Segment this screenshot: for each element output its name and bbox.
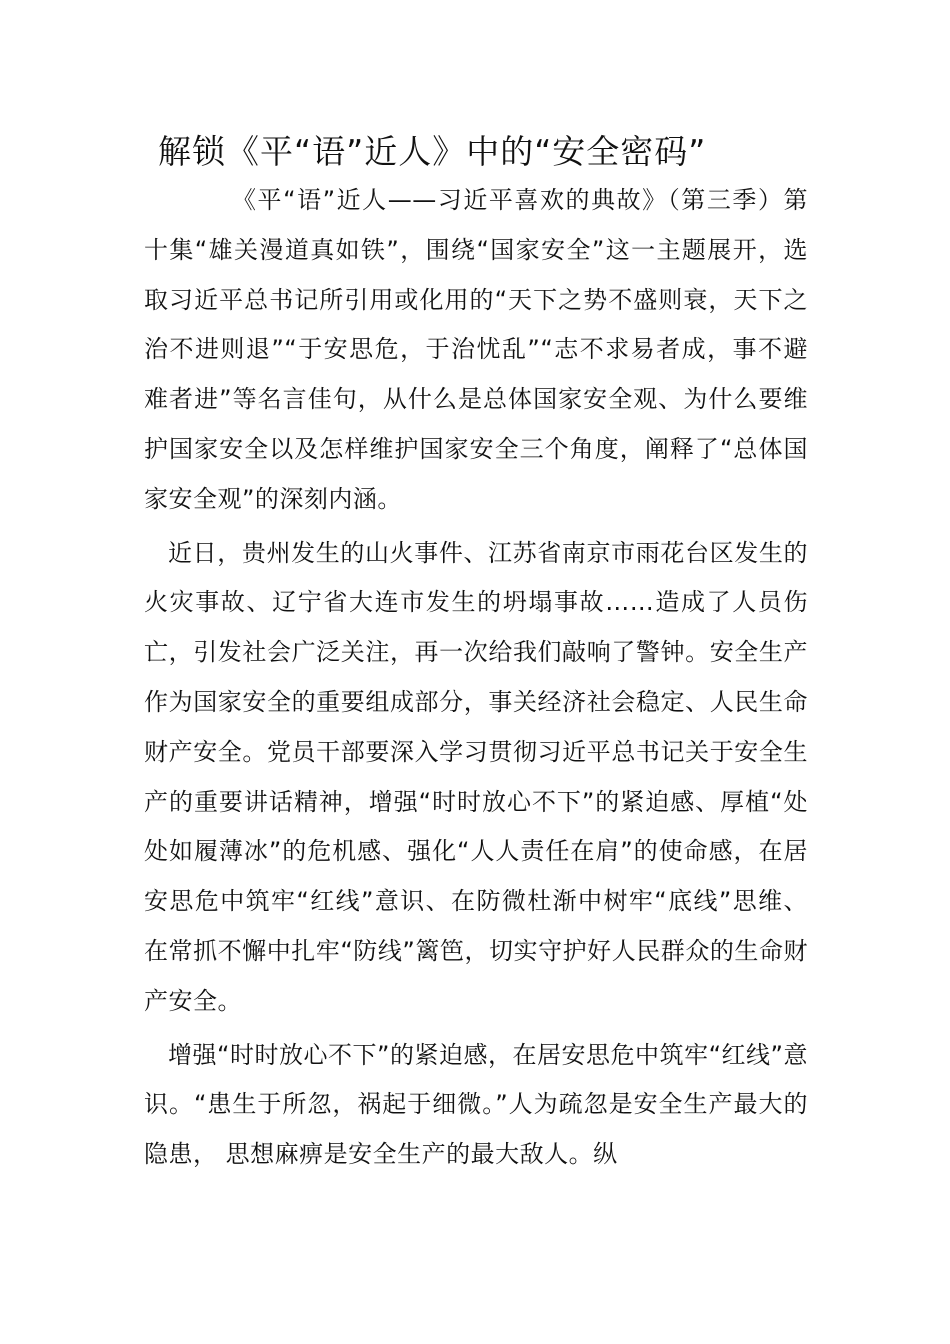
paragraph-recent-events: 近日，贵州发生的山火事件、江苏省南京市雨花台区发生的火灾事故、辽宁省大连市发生的坍塌事故……造成了人员伤亡，引发社会广泛关注，再一次给我们敲响了警钟。安全生产作为国家安全的重要组成部分，事关经济社会稳定、人民生命财产安全。党员干部要深入学习贯彻习近平总书记关于安全生产的重要讲话精神，增强“时时放心不下”的紧迫感、厚植“处处如履薄冰”的危机感、强化“人人责任在肩”的使命感，在居安思危中筑牢“红线”意识、在防微杜渐中树牢“底线”思维、在常抓不懈中扎牢“防线”篱笆，切实守护好人民群众的生命财产安全。 [144, 538, 808, 1015]
document-body [144, 176, 808, 1180]
paragraph-urgency: 增强“时时放心不下”的紧迫感，在居安思危中筑牢“红线”意识。“患生于所忽，祸起于细微。”人为疏忽是安全生产最大的隐患， 思想麻痹是安全生产的最大敌人。纵 [144, 1040, 808, 1169]
paragraph-intro: 《平“语”近人——习近平喜欢的典故》（第三季）第十集“雄关漫道真如铁”，围绕“国家安全”这一主题展开，选取习近平总书记所引用或化用的“天下之势不盛则衰，天下之治不进则退”“于安思危，于治忧乱”“志不求易者成，事不避难者进”等名言佳句，从什么是总体国家安全观、为什么要维护国家安全以及怎样维护国家安全三个角度，阐释了“总体国家安全观”的深刻内涵。 [144, 186, 808, 513]
document-title: 解锁《平“语”近人》中的“安全密码” [158, 132, 707, 171]
